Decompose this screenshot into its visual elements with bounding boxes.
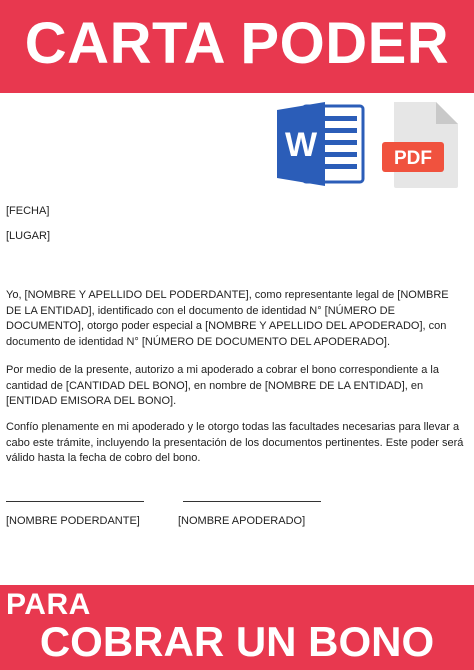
grantor-name-label: [NOMBRE PODERDANTE] xyxy=(6,515,140,527)
grantor-signature-line xyxy=(6,501,144,502)
paragraph-authorization: Por medio de la presente, autorizo a mi apoderado a cobrar el bono correspondiente a la cantidad de [CANTIDAD DEL BONO], en nombre de [NOMBRE DE LA ENTIDAD], en [ENTIDAD EMISORA DEL BONO]. xyxy=(6,364,439,407)
place-placeholder: [LUGAR] xyxy=(6,230,51,242)
pdf-icon xyxy=(380,100,462,190)
word-icon xyxy=(275,100,367,188)
svg-text:W: W xyxy=(284,126,318,164)
paragraph-grant: Yo, [NOMBRE Y APELLIDO DEL PODERDANTE], como representante legal de [NOMBRE DE LA ENTIDAD], identificado con el documento de identidad N° [NÚMERO DE DOCUMENTO], otorgo poder especial a [NOMBRE Y APELLIDO DEL APODERADO], con documento de identidad N° [NÚMERO DE DOCUMENTO DEL APODERADO]. xyxy=(6,289,449,348)
footer-title: COBRAR UN BONO xyxy=(39,618,435,665)
date-placeholder: [FECHA] xyxy=(6,205,50,217)
paragraph-trust: Confío plenamente en mi apoderado y le otorgo todas las facultades necesarias para llevar a cabo este trámite, incluyendo la presentación de los documentos pertinentes. Este poder será válido hasta la fecha de cobro del bono. xyxy=(6,421,464,464)
attorney-signature-line xyxy=(183,501,321,502)
svg-text:PDF: PDF xyxy=(394,148,432,169)
attorney-name-label: [NOMBRE APODERADO] xyxy=(178,515,306,527)
page-title: CARTA PODER xyxy=(24,11,450,76)
footer-subtitle: PARA xyxy=(6,588,91,621)
